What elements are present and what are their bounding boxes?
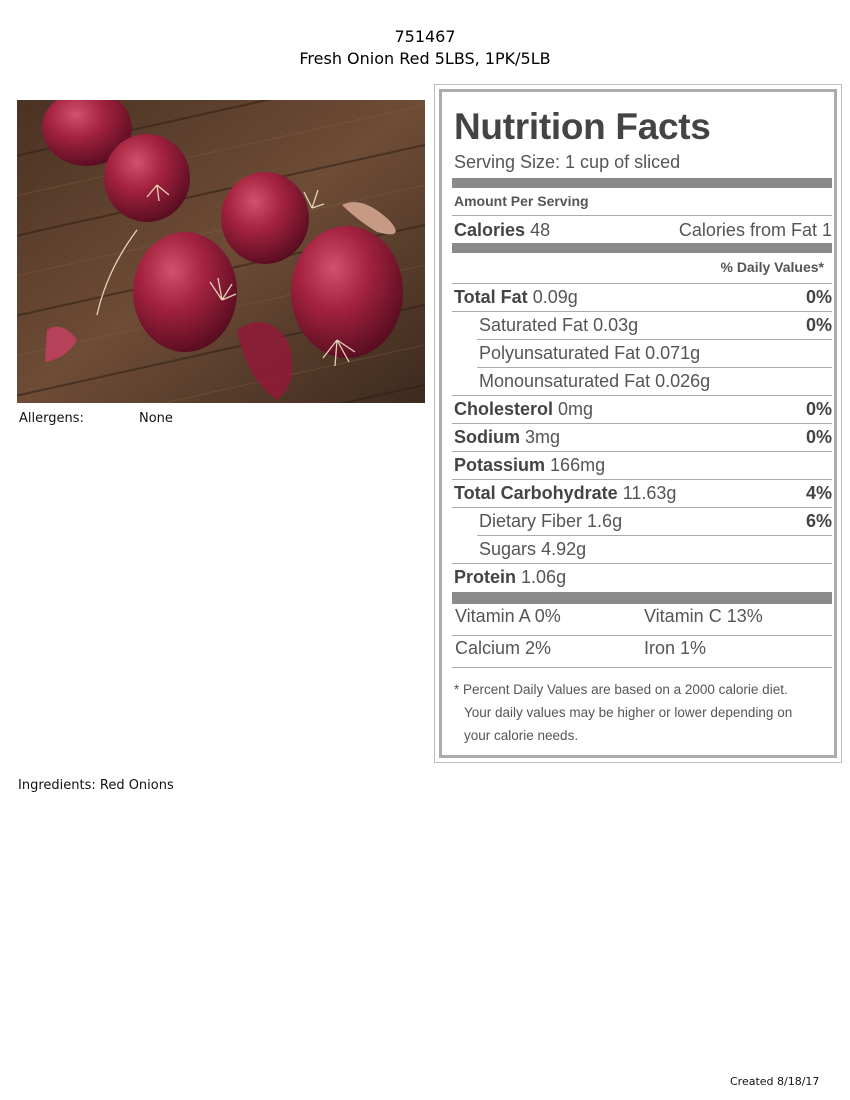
calories-row xyxy=(454,216,832,244)
allergens-label: Allergens: xyxy=(19,411,84,426)
nutrient-name: Cholesterol xyxy=(454,399,554,419)
medium-divider xyxy=(452,243,832,253)
amount-per-serving: Amount Per Serving xyxy=(454,193,589,209)
nutrient-row-dietary-fiber xyxy=(479,507,832,535)
product-photo xyxy=(17,100,425,403)
nutrient-name: Monounsaturated Fat xyxy=(479,371,651,391)
calories-from-fat-label: Calories from Fat xyxy=(678,220,817,240)
footnote-line: your calorie needs. xyxy=(464,728,579,743)
nutrient-row-cholesterol xyxy=(454,395,832,423)
nutrient-amount: 0.026g xyxy=(655,371,711,391)
nutrient-amount: 166mg xyxy=(550,455,606,475)
nutrient-name: Saturated Fat xyxy=(479,315,589,335)
vitamin-a: Vitamin A 0% xyxy=(455,606,561,626)
thick-divider xyxy=(452,178,832,188)
serving-size: Serving Size: 1 cup of sliced xyxy=(454,152,681,172)
nutrition-facts-label xyxy=(434,84,842,763)
nutrient-dv: 0% xyxy=(805,315,832,335)
red-onion-image xyxy=(17,100,425,403)
calories-from-fat-value: 1 xyxy=(821,220,832,240)
iron: Iron 1% xyxy=(644,638,707,658)
calories-from-fat xyxy=(679,216,832,244)
nutrient-row-total-carbohydrate xyxy=(454,479,832,507)
ingredients: Ingredients: Red Onions xyxy=(18,778,174,793)
footnote-line: Your daily values may be higher or lower depending on xyxy=(464,705,793,720)
daily-values-header: % Daily Values* xyxy=(720,259,824,275)
divider xyxy=(452,667,832,668)
nutrient-name: Sugars xyxy=(479,539,537,559)
nutrient-name: Protein xyxy=(454,567,517,587)
nutrient-dv: 0% xyxy=(805,427,832,447)
nutrient-row-sugars xyxy=(479,535,832,563)
daily-values-footnote xyxy=(454,678,826,747)
nutrient-row-polyunsaturated-fat xyxy=(479,339,832,367)
nutrient-name: Polyunsaturated Fat xyxy=(479,343,641,363)
nutrient-amount: 0.09g xyxy=(532,287,578,307)
nutrient-row-potassium xyxy=(454,451,832,479)
nutrient-name: Dietary Fiber xyxy=(479,511,583,531)
nutrient-row-sodium xyxy=(454,423,832,451)
vitamin-c: Vitamin C 13% xyxy=(644,606,763,626)
nutrient-dv: 6% xyxy=(805,511,832,531)
nutrient-amount: 0.03g xyxy=(593,315,639,335)
nutrition-title: Nutrition Facts xyxy=(454,106,711,147)
nutrient-amount: 11.63g xyxy=(622,483,677,503)
nutrient-name: Total Fat xyxy=(454,287,528,307)
nutrient-name: Total Carbohydrate xyxy=(454,483,618,503)
divider xyxy=(452,635,832,636)
footnote-line: * Percent Daily Values are based on a 2000 calorie diet. xyxy=(454,682,788,697)
nutrient-dv: 0% xyxy=(805,287,832,307)
page-header xyxy=(0,26,850,70)
thick-divider xyxy=(452,592,832,604)
nutrient-amount: 0.071g xyxy=(645,343,701,363)
nutrient-dv: 4% xyxy=(805,483,832,503)
nutrient-dv: 0% xyxy=(805,399,832,419)
nutrient-amount: 1.6g xyxy=(587,511,623,531)
calories-label: Calories xyxy=(454,220,526,240)
nutrient-amount: 3mg xyxy=(525,427,561,447)
calories-value: 48 xyxy=(530,220,551,240)
product-name: Fresh Onion Red 5LBS, 1PK/5LB xyxy=(299,49,551,68)
nutrient-row-total-fat xyxy=(454,283,832,311)
nutrient-name: Potassium xyxy=(454,455,546,475)
nutrient-amount: 0mg xyxy=(558,399,594,419)
nutrition-facts-panel xyxy=(439,89,837,758)
nutrient-amount: 1.06g xyxy=(521,567,567,587)
created-date: Created 8/18/17 xyxy=(730,1075,820,1088)
calcium: Calcium 2% xyxy=(455,638,552,658)
nutrient-amount: 4.92g xyxy=(541,539,587,559)
nutrient-row-saturated-fat xyxy=(479,311,832,339)
allergens-value: None xyxy=(139,411,173,426)
nutrient-row-protein xyxy=(454,563,832,591)
allergens xyxy=(19,411,173,426)
nutrient-name: Sodium xyxy=(454,427,520,447)
nutrient-row-monounsaturated-fat xyxy=(479,367,832,395)
item-number: 751467 xyxy=(394,27,456,46)
